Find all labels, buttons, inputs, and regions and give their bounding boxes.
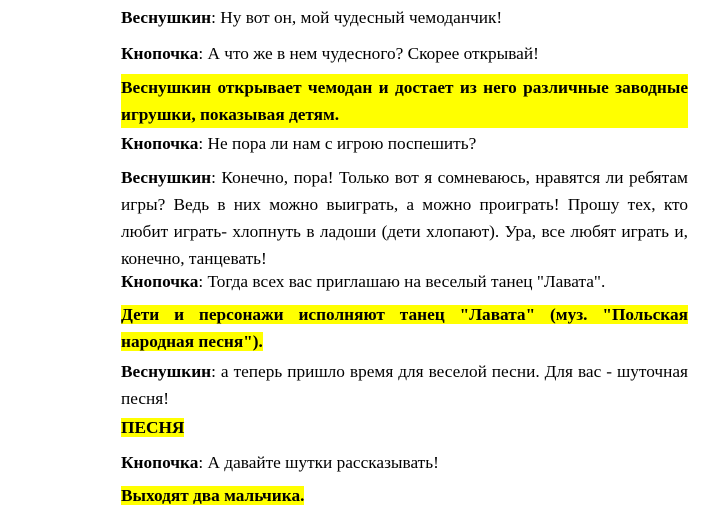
dialogue-line xyxy=(121,4,688,31)
stage-direction xyxy=(121,414,688,441)
dialogue-line xyxy=(121,358,688,412)
stage-direction-text: Веснушкин открывает чемодан и достает из него различные заводные игрушки, показывая детям. xyxy=(121,74,688,128)
dialogue-text: : Не пора ли нам с игрою поспешить? xyxy=(198,134,477,153)
dialogue-line xyxy=(121,164,688,272)
dialogue-line xyxy=(121,449,688,476)
stage-direction xyxy=(121,482,688,509)
speaker-name: Кнопочка xyxy=(121,272,199,291)
speaker-name: Кнопочка xyxy=(121,44,199,63)
stage-direction xyxy=(121,74,688,128)
dialogue-text: : Ну вот он, мой чудесный чемоданчик! xyxy=(211,8,503,27)
dialogue-text: : Тогда всех вас приглашаю на веселый танец "Лавата". xyxy=(198,272,606,291)
speaker-name: Веснушкин xyxy=(121,362,212,381)
speaker-name: Кнопочка xyxy=(121,453,199,472)
dialogue-text: : А давайте шутки рассказывать! xyxy=(198,453,439,472)
dialogue-text: : а теперь пришло время для веселой песни. Для вас - шуточная песня! xyxy=(121,362,688,408)
dialogue-line xyxy=(121,40,688,67)
stage-direction-text: Выходят два мальчика. xyxy=(121,486,305,505)
speaker-name: Веснушкин xyxy=(121,168,212,187)
speaker-name: Кнопочка xyxy=(121,134,199,153)
speaker-name: Веснушкин xyxy=(121,8,212,27)
dialogue-text: : Конечно, пора! Только вот я сомневаюсь, нравятся ли ребятам игры? Ведь в них можно выиграть, а можно проиграть! Прошу тех, кто любит играть- хлопнуть в ладоши (дети хлопают). Ура, все любят играть и, конечно, танцевать! xyxy=(121,168,688,268)
dialogue-line xyxy=(121,268,688,295)
dialogue-line xyxy=(121,130,688,157)
stage-direction xyxy=(121,301,688,355)
dialogue-text: : А что же в нем чудесного? Скорее открывай! xyxy=(198,44,539,63)
stage-direction-text: ПЕСНЯ xyxy=(121,418,185,437)
stage-direction-text: Дети и персонажи исполняют танец "Лавата" (муз. "Польская народная песня"). xyxy=(121,305,688,351)
